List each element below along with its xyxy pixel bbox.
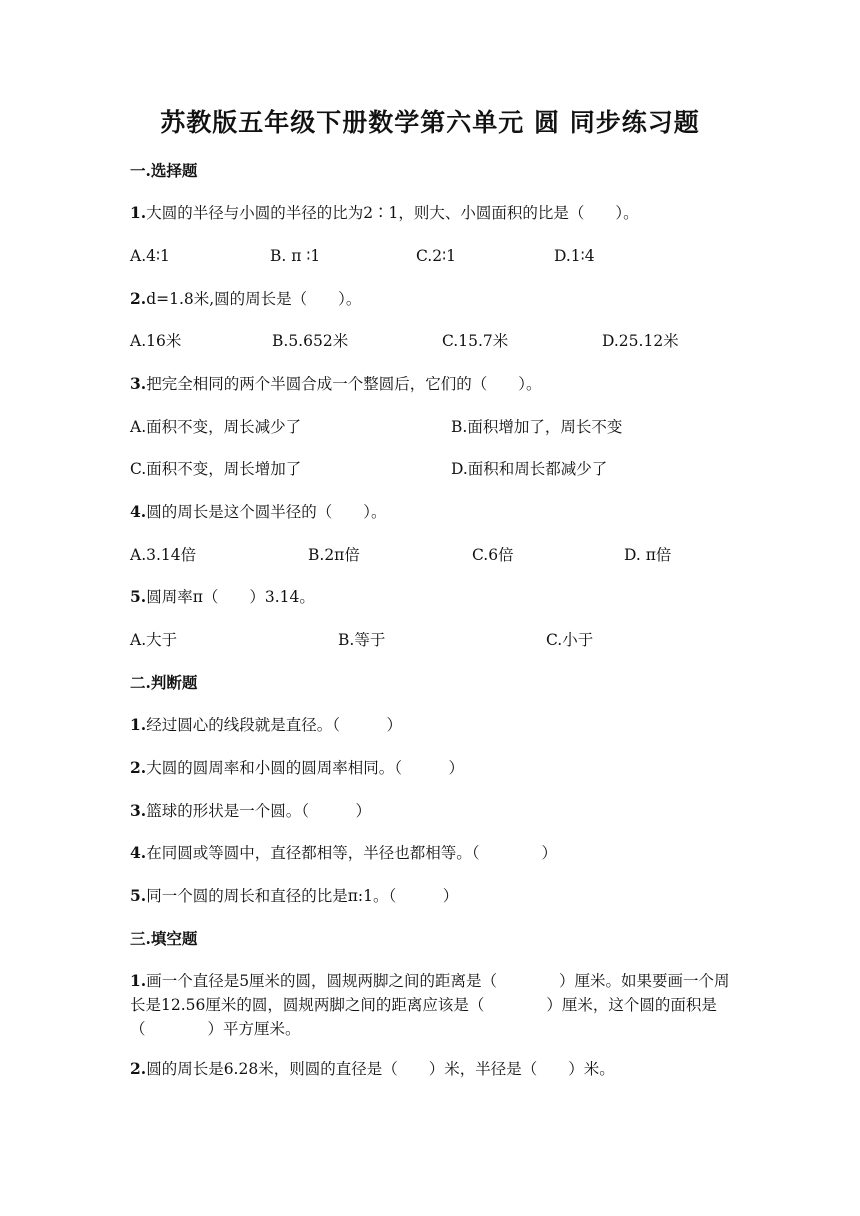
page-title: 苏教版五年级下册数学第六单元 圆 同步练习题 [160, 108, 700, 137]
question-choice-4 [130, 501, 386, 523]
question-number: 1. [130, 203, 147, 222]
question-text: 同一个圆的周长和直径的比是π:1。（ ） [146, 887, 459, 905]
question-choice-2 [130, 288, 361, 310]
option-d: D.1∶4 [554, 247, 595, 265]
option-c: C.小于 [546, 631, 594, 649]
question-choice-5 [130, 586, 315, 608]
option-a: A.大于 [130, 631, 178, 649]
question-number: 1. [130, 715, 147, 734]
question-number: 2. [130, 1059, 147, 1078]
question-fill-1 [130, 969, 740, 1041]
option-d: D.25.12米 [602, 332, 679, 350]
question-number: 2. [130, 758, 147, 777]
question-judge-5 [130, 885, 458, 907]
option-b: B.面积增加了，周长不变 [451, 418, 623, 436]
option-c: C.2∶1 [416, 247, 456, 265]
question-text: 圆周率π（ ）3.14。 [146, 588, 315, 606]
option-d: D. π倍 [624, 546, 672, 564]
question-judge-3 [130, 800, 371, 822]
question-number: 5. [130, 886, 147, 905]
question-number: 5. [130, 587, 147, 606]
option-c: C.15.7米 [442, 332, 509, 350]
question-text: 把完全相同的两个半圆合成一个整圆后，它们的（ ）。 [146, 375, 542, 393]
question-judge-2 [130, 757, 464, 779]
option-a: A.16米 [130, 332, 182, 350]
option-c: C.6倍 [472, 546, 514, 564]
option-a: A.面积不变，周长减少了 [130, 418, 302, 436]
question-text: 大圆的圆周率和小圆的圆周率相同。（ ） [146, 759, 464, 777]
question-text: 圆的周长是这个圆半径的（ ）。 [146, 503, 387, 521]
option-a: A.3.14倍 [130, 546, 197, 564]
question-judge-4 [130, 842, 557, 864]
question-judge-1 [130, 714, 402, 736]
option-a: A.4∶1 [130, 247, 170, 265]
question-number: 4. [130, 843, 147, 862]
question-number: 3. [130, 374, 147, 393]
section-heading-fill: 三.填空题 [130, 929, 198, 948]
option-b: B.等于 [338, 631, 386, 649]
question-choice-1 [130, 202, 639, 224]
question-number: 3. [130, 801, 147, 820]
section-heading-choice: 一.选择题 [130, 161, 198, 180]
option-c: C.面积不变，周长增加了 [130, 460, 302, 478]
question-number: 1. [130, 971, 147, 990]
question-text: 篮球的形状是一个圆。（ ） [146, 802, 371, 820]
option-b: B.5.652米 [272, 332, 349, 350]
option-b: B. π ∶1 [270, 247, 321, 265]
question-choice-3 [130, 373, 541, 395]
question-text: d=1.8米,圆的周长是（ ）。 [146, 290, 362, 308]
question-text: 经过圆心的线段就是直径。（ ） [146, 716, 402, 734]
question-text: 大圆的半径与小圆的半径的比为2∶1，则大、小圆面积的比是（ ）。 [146, 204, 639, 222]
question-text: 圆的周长是6.28米，则圆的直径是（ ）米，半径是（ ）米。 [146, 1060, 615, 1078]
section-heading-judge: 二.判断题 [130, 673, 198, 692]
question-number: 4. [130, 502, 147, 521]
option-b: B.2π倍 [308, 546, 360, 564]
question-fill-2 [130, 1058, 615, 1080]
option-d: D.面积和周长都减少了 [451, 460, 608, 478]
question-text: 在同圆或等圆中，直径都相等，半径也都相等。（ ） [146, 844, 557, 862]
question-number: 2. [130, 289, 147, 308]
question-text: 画一个直径是5厘米的圆，圆规两脚之间的距离是（ ）厘米。如果要画一个周长是12.56厘米的圆，圆规两脚之间的距离应该是（ ）厘米，这个圆的面积是（ ）平方厘米。 [130, 972, 730, 1038]
